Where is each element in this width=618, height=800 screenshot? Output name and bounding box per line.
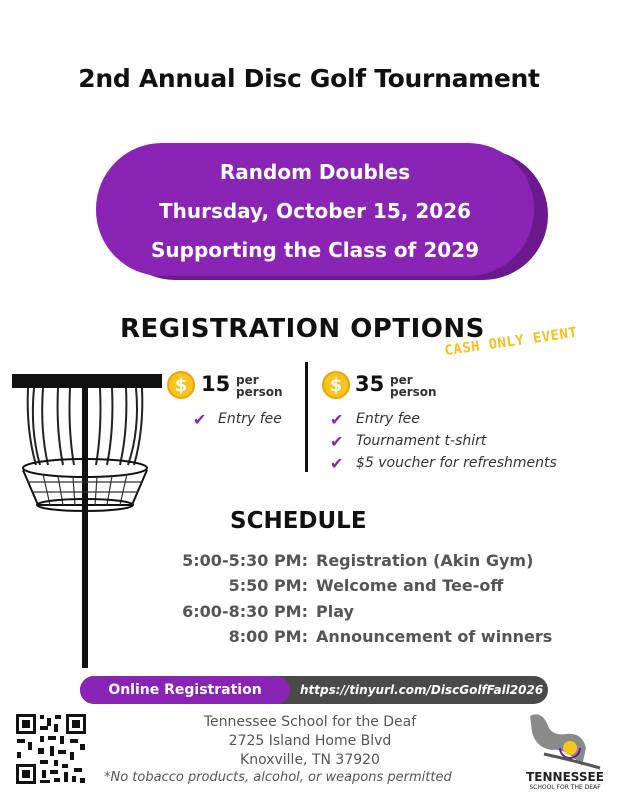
schedule-event: Registration (Akin Gym) bbox=[316, 551, 534, 570]
registration-link[interactable]: https://tinyurl.com/DiscGolfFall2026 bbox=[300, 683, 544, 697]
per-label: per bbox=[236, 373, 259, 387]
event-banner bbox=[96, 143, 534, 276]
school-name: Tennessee School for the Deaf bbox=[203, 714, 417, 730]
per-label: per bbox=[390, 373, 413, 387]
schedule-event: Welcome and Tee-off bbox=[316, 576, 504, 595]
dollar-coin-icon: $ bbox=[167, 371, 195, 399]
city-state-zip: Knoxville, TN 37920 bbox=[240, 752, 380, 768]
registration-heading: REGISTRATION OPTIONS bbox=[120, 314, 485, 344]
price-option-2: 35 bbox=[355, 372, 385, 396]
school-logo-name: TENNESSEE bbox=[526, 770, 604, 784]
schedule-event: Announcement of winners bbox=[316, 627, 553, 646]
person-label: person bbox=[236, 385, 283, 399]
feature-item: Entry fee bbox=[356, 411, 420, 427]
options-divider bbox=[305, 362, 308, 472]
qr-code-icon[interactable] bbox=[14, 712, 88, 786]
schedule-time: 5:00-5:30 PM: bbox=[182, 551, 308, 570]
schedule-row bbox=[150, 602, 570, 626]
banner-supporting: Supporting the Class of 2029 bbox=[150, 238, 479, 262]
banner-date: Thursday, October 15, 2026 bbox=[158, 199, 472, 223]
online-registration-label: Online Registration bbox=[80, 676, 290, 704]
checkmark-icon: ✔ bbox=[330, 410, 344, 429]
banner-format: Random Doubles bbox=[219, 160, 411, 184]
schedule-event: Play bbox=[316, 602, 354, 621]
schedule-row bbox=[150, 551, 570, 575]
street-address: 2725 Island Home Blvd bbox=[228, 733, 392, 749]
dollar-coin-icon: $ bbox=[322, 371, 350, 399]
disclaimer: *No tobacco products, alcohol, or weapons permitted bbox=[104, 770, 452, 785]
cash-only-note: CASH ONLY EVENT bbox=[443, 324, 579, 360]
schedule-time: 5:50 PM: bbox=[228, 576, 308, 595]
checkmark-icon: ✔ bbox=[330, 432, 344, 451]
feature-item: Entry fee bbox=[218, 411, 282, 427]
school-logo-icon bbox=[522, 708, 606, 770]
schedule-row bbox=[150, 627, 570, 651]
schedule-heading: SCHEDULE bbox=[230, 508, 367, 534]
disc-golf-basket-icon bbox=[8, 370, 168, 670]
schedule-time: 6:00-8:30 PM: bbox=[182, 602, 308, 621]
page-title: 2nd Annual Disc Golf Tournament bbox=[78, 64, 540, 93]
feature-item: $5 voucher for refreshments bbox=[356, 455, 557, 471]
person-label: person bbox=[390, 385, 437, 399]
feature-item: Tournament t-shirt bbox=[356, 433, 487, 449]
checkmark-icon: ✔ bbox=[330, 454, 344, 473]
school-logo-subtitle: SCHOOL FOR THE DEAF bbox=[529, 784, 601, 791]
price-option-1: 15 bbox=[201, 372, 231, 396]
schedule-row bbox=[150, 576, 570, 600]
checkmark-icon: ✔ bbox=[193, 410, 207, 429]
schedule-time: 8:00 PM: bbox=[228, 627, 308, 646]
